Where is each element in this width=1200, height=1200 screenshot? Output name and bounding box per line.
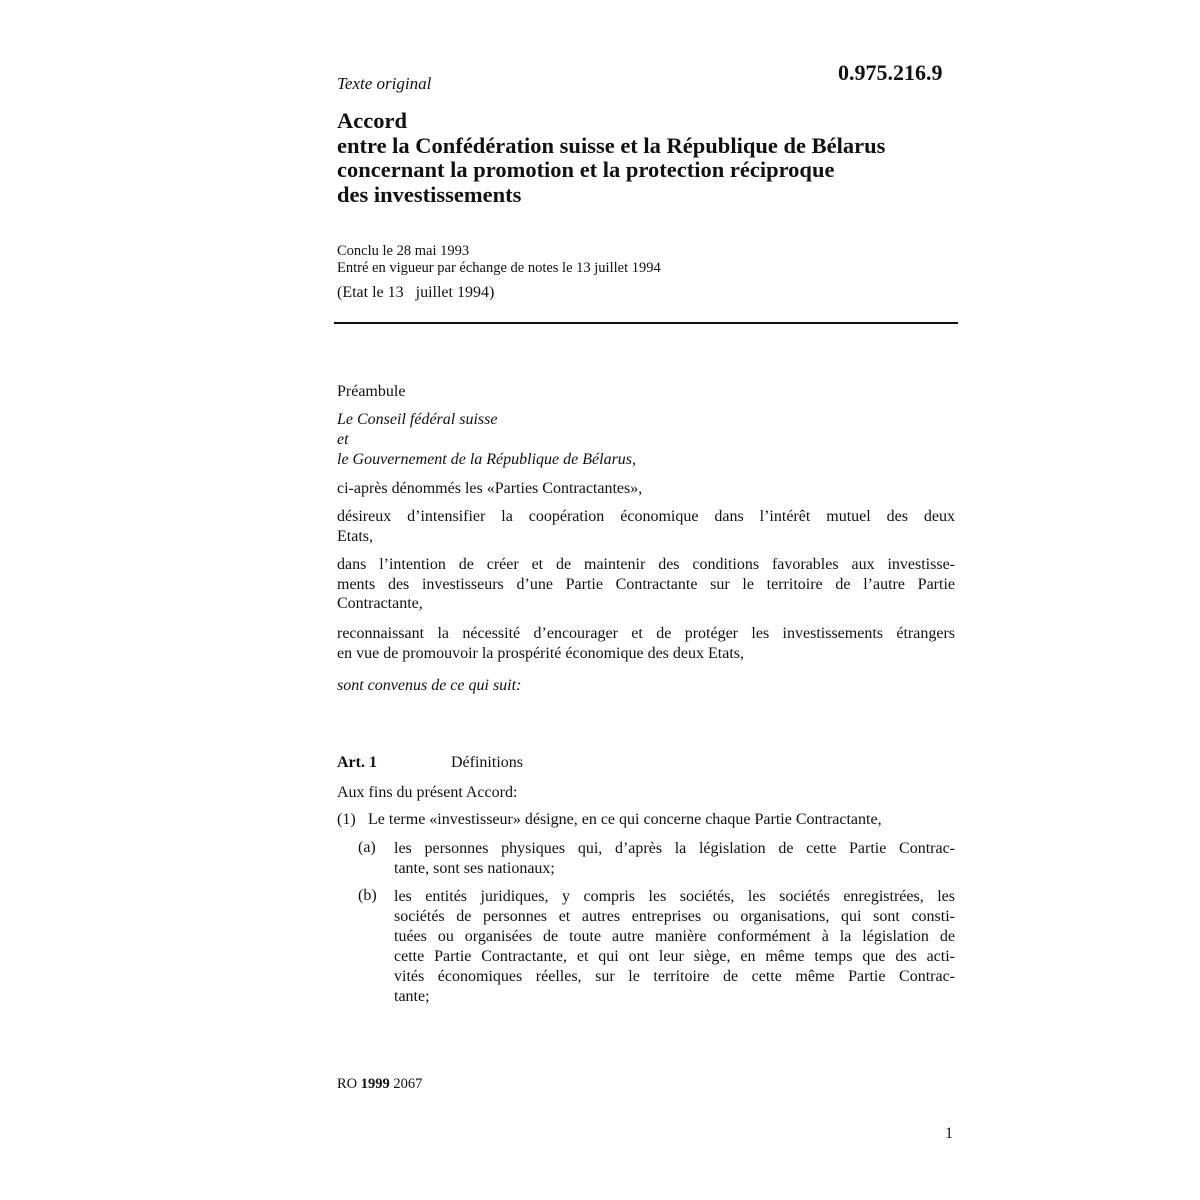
state-date: (Etat le 13 juillet 1994) <box>337 284 495 301</box>
text-line: sociétés de personnes et autres entreprises ou organisations, qui sont consti- <box>394 908 955 925</box>
ro-prefix: RO <box>337 1076 358 1092</box>
preamble-para-parties: ci-après dénommés les «Parties Contractantes», <box>337 480 643 497</box>
sr-number: 0.975.216.9 <box>838 60 943 85</box>
article-number: Art. 1 <box>337 754 377 771</box>
official-compilation-ref <box>337 1076 422 1093</box>
text-line: les personnes physiques qui, d’après la législation de cette Partie Contrac- <box>394 840 955 857</box>
text-line: tante, sont ses nationaux; <box>394 860 555 877</box>
article-intro: Aux fins du présent Accord: <box>337 784 518 801</box>
text-line: vités économiques réelles, sur le territoire de cette même Partie Contrac- <box>394 968 955 985</box>
document-title <box>337 109 977 207</box>
preamble-heading: Préambule <box>337 383 406 400</box>
party-belarus: le Gouvernement de la République de Bélarus, <box>337 451 637 468</box>
text-line: désireux d’intensifier la coopération économique dans l’intérêt mutuel des deux <box>337 508 955 525</box>
text-line: Etats, <box>337 527 373 545</box>
title-line: concernant la promotion et la protection réciproque <box>337 157 835 182</box>
concluded-date: Conclu le 28 mai 1993 <box>337 243 470 259</box>
preamble-closing: sont convenus de ce qui suit: <box>337 677 522 694</box>
preamble-para-recognising <box>337 624 955 663</box>
title-line: Accord <box>337 108 407 133</box>
text-line: cette Partie Contractante, et qui ont leur siège, en même temps que des acti- <box>394 948 955 965</box>
preamble-para-conditions <box>337 555 955 614</box>
title-line: des investissements <box>337 181 522 207</box>
text-line: Contractante, <box>337 595 423 612</box>
ro-page: 2067 <box>393 1076 423 1092</box>
text-line: ments des investisseurs d’une Partie Contractante sur le territoire de l’autre Partie <box>337 575 955 593</box>
text-line: reconnaissant la nécessité d’encourager et de protéger les investissements étrangers <box>337 625 955 642</box>
preamble-para-cooperation <box>337 507 955 546</box>
original-text-label: Texte original <box>337 74 432 93</box>
text-line: tante; <box>394 988 430 1005</box>
text-line: dans l’intention de créer et de maintenir des conditions favorables aux investisse- <box>337 556 955 573</box>
item-label-b: (b) <box>358 887 377 904</box>
party-and: et <box>337 431 349 448</box>
text-line: tuées ou organisées de toute autre manière conformément à la législation de <box>394 928 955 945</box>
ro-year: 1999 <box>360 1076 390 1092</box>
item-text-a <box>394 839 955 879</box>
paragraph-label: (1) <box>337 811 356 828</box>
paragraph-text: Le terme «investisseur» désigne, en ce qui concerne chaque Partie Contractante, <box>368 811 882 828</box>
text-line: en vue de promouvoir la prospérité économique des deux Etats, <box>337 644 744 662</box>
text-line: les entités juridiques, y compris les sociétés, les sociétés enregistrées, les <box>394 888 955 905</box>
item-text-b <box>394 887 955 1007</box>
entry-into-force: Entré en vigueur par échange de notes le 13 juillet 1994 <box>337 260 661 276</box>
title-line: entre la Confédération suisse et la République de Bélarus <box>337 132 886 158</box>
item-label-a: (a) <box>358 839 376 856</box>
article-title: Définitions <box>451 754 523 771</box>
party-swiss: Le Conseil fédéral suisse <box>337 411 498 428</box>
header-rule <box>334 322 958 324</box>
page-number: 1 <box>945 1125 953 1142</box>
